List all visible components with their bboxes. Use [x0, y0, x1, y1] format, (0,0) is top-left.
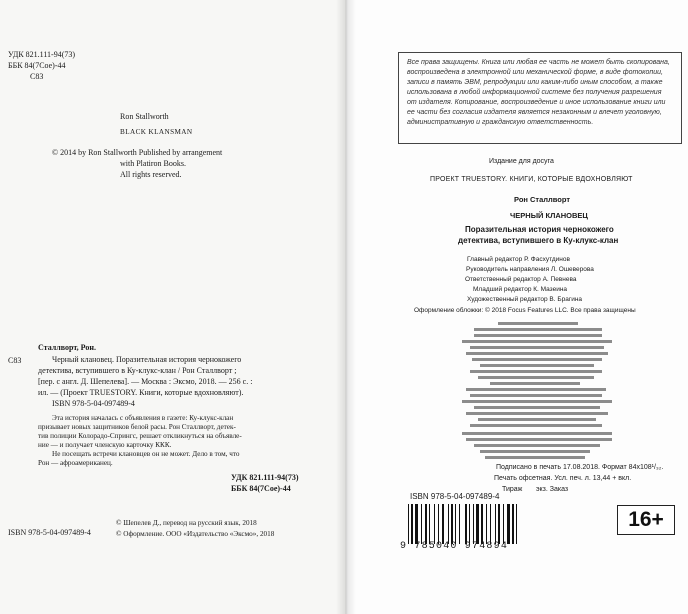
- barcode-bars: [408, 504, 594, 544]
- book-subtitle-1: Поразительная история чернокожего: [465, 225, 614, 234]
- credit-translation: © Шепелев Д., перевод на русский язык, 2018: [116, 519, 257, 527]
- annotation-line-2: призывает новых защитников белой расы. Рон Сталлворт, детек-: [38, 423, 236, 431]
- rights-notice: Все права защищены. Книга или любая ее часть не может быть скопирована, воспроизведена в электронной или механической форме, в виде фотокопии, записи в память ЭВМ, репродукции или каким-либо иным способом, а также использована в любой информационной системе без получения разрешения от издателя. Копирование, воспроизведение и иное использование книги или ее части без согласия издателя является незаконным и влечет уголовную, административную и гражданскую ответственность.: [398, 52, 682, 144]
- catalog-heading: Сталлворт, Рон.: [38, 343, 96, 352]
- age-rating-badge: 16+: [617, 505, 675, 535]
- catalog-line-1: Черный клановец. Поразительная история чернокожего: [52, 355, 242, 364]
- book-author: Рон Сталлворт: [514, 195, 571, 204]
- book-gutter: [336, 0, 356, 614]
- cover-credit: Оформление обложки: © 2018 Focus Features LLC. Все права защищены: [414, 307, 636, 314]
- print-signed: Подписано в печать 17.08.2018. Формат 84x108¹/₃₂.: [496, 464, 664, 471]
- barcode-digits: 9 785040 974894: [400, 541, 509, 552]
- annotation-line-3: тив полиции Колорадо-Спрингс, решает откликнуться на объявле-: [38, 432, 242, 440]
- copyright-line-3: All rights reserved.: [120, 170, 182, 179]
- staff-junior-editor: Младший редактор К. Мазеина: [473, 286, 568, 293]
- catalog-isbn: ISBN 978-5-04-097489-4: [52, 399, 135, 408]
- catalog-bbk: ББК 84(7Сое)-44: [231, 484, 291, 493]
- isbn-barcode-label: ISBN 978-5-04-097489-4: [410, 492, 500, 501]
- code-top: С83: [30, 72, 44, 81]
- annotation-line-1: Эта история началась с объявления в газете: Ку-клукс-клан: [52, 414, 234, 422]
- catalog-line-3: [пер. с англ. Д. Шепелева]. — Москва : Эксмо, 2018. — 256 с. :: [38, 377, 253, 386]
- edition-type: Издание для досуга: [489, 158, 554, 165]
- copyright-line-1: © 2014 by Ron Stallworth Published by arrangement: [52, 148, 223, 157]
- isbn-barcode: [400, 504, 608, 552]
- annotation-line-5: Не посещать встречи клановцев он не может. Дело в том, что: [52, 450, 240, 458]
- staff-responsible-editor: Ответственный редактор А. Певнева: [465, 276, 577, 283]
- print-type: Печать офсетная. Усл. печ. л. 13,44 + вкл.: [494, 475, 632, 482]
- catalog-udk: УДК 821.111-94(73): [231, 473, 299, 482]
- series-name: ПРОЕКТ TRUESTORY. КНИГИ, КОТОРЫЕ ВДОХНОВЛЯЮТ: [430, 176, 633, 183]
- author-en: Ron Stallworth: [120, 112, 169, 121]
- book-subtitle-2: детектива, вступившего в Ку-клукс-клан: [458, 236, 619, 245]
- staff-chief-editor: Главный редактор Р. Фасхутдинов: [467, 256, 570, 263]
- catalog-line-2: детектива, вступившего в Ку-клукс-клан / Рон Сталлворт ;: [38, 366, 237, 375]
- annotation-line-4: ние — и получает членскую карточку ККК.: [38, 441, 172, 449]
- bbk-top: ББК 84(7Сое)-44: [8, 61, 66, 70]
- staff-art-editor: Художественный редактор В. Брагина: [467, 296, 583, 303]
- staff-head: Руководитель направления Л. Ошеверова: [466, 266, 594, 273]
- udk-top: УДК 821.111-94(73): [8, 50, 76, 59]
- catalog-code: С83: [8, 356, 22, 365]
- isbn-bottom: ISBN 978-5-04-097489-4: [8, 528, 91, 537]
- credit-design: © Оформление. ООО «Издательство «Эксмо», 2018: [116, 530, 275, 538]
- catalog-line-4: ил. — (Проект TRUESTORY. Книги, которые вдохновляют).: [38, 388, 244, 397]
- annotation-line-6: Рон — афроамериканец.: [38, 459, 113, 467]
- book-title: ЧЕРНЫЙ КЛАНОВЕЦ: [510, 211, 588, 220]
- title-en: BLACK KLANSMAN: [120, 128, 193, 136]
- copyright-line-2: with Platiron Books.: [120, 159, 187, 168]
- print-run: Тираж экз. Заказ: [502, 486, 569, 493]
